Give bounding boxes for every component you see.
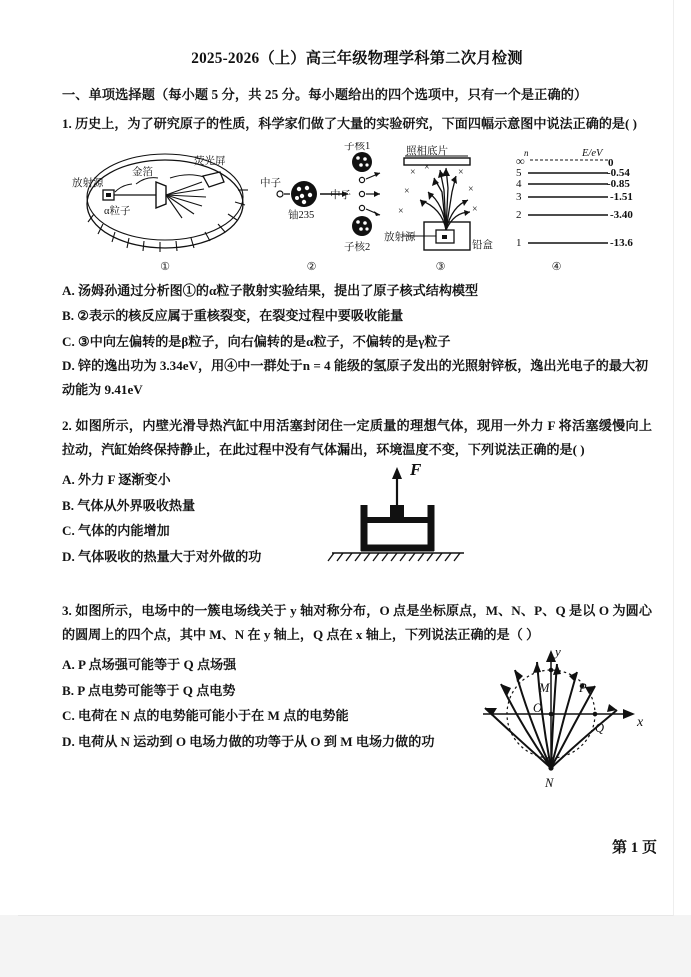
point-label-p: P [579,681,587,695]
point-label-m: M [539,681,550,695]
question-2-option-a: A. 外力 F 逐渐变小 [62,472,171,487]
question-1-option-a: A. 汤姆孙通过分析图①的α粒子散射实验结果，提出了原子核式结构模型 [62,282,479,298]
question-3-stem: 3. 如图所示，电场中的一簇电场线关于 y 轴对称分布，O 点是坐标原点，M、N、P、Q 是以 O 为圆心的圆周上的四个点，其中 M、N 在 y 轴上，Q 点在 x 轴上，下列说法正确的是（ ） [62,603,652,642]
energy-axis-label: E/eV [582,147,603,159]
svg-text:×: × [410,166,416,178]
section-heading: 一、单项选择题（每小题 5 分，共 25 分。每小题给出的四个选项中，只有一个是正确的） [62,87,588,102]
point-label-o: O [533,701,543,715]
figure-3-radiation [384,142,509,273]
figure-2-label-uranium: 铀235 [288,209,315,221]
question-2-option-d: D. 气体吸收的热量大于对外做的功 [62,548,262,564]
svg-text:×: × [458,166,464,178]
figure-4-energy-levels [508,142,643,273]
energy-level-n-1: 1 [516,236,522,249]
axis-label-x: x [637,715,644,730]
figure-3-label-leadbox: 铅盒 [472,239,493,251]
figure-cylinder-piston [314,449,479,574]
question-2-stem: 2. 如图所示，内壁光滑导热汽缸中用活塞封闭住一定质量的理想气体，现用一外力 F 将活塞缓慢向上拉动，汽缸始终保持静止，在此过程中没有气体漏出，环境温度不变，下列说法正确的是( ) [62,418,652,457]
question-1-option-c: C. ③中向左偏转的是β粒子，向右偏转的是α粒子，不偏转的是γ粒子 [62,333,451,349]
figure-force-label: F [410,460,422,479]
figure-2-label-daughter1: 子核1 [344,141,371,152]
page-title: 2025-2026（上）高三年级物理学科第二次月检测 [191,50,523,67]
figure-1-label-particle: α粒子 [104,205,131,217]
question-3-option-a: A. P 点场强可能等于 Q 点场强 [62,657,237,672]
figure-1-rutherford [70,142,260,273]
figure-3-label-plate: 照相底片 [406,145,448,157]
figure-1-label-source: 放射源 [72,177,104,189]
figure-3-caption: ③ [435,260,446,273]
point-label-q: Q [595,721,605,735]
axis-label-y: y [555,644,561,659]
figure-4-caption: ④ [551,260,562,273]
energy-level-n-4: 4 [516,177,522,190]
energy-value-4: -0.85 [607,177,630,190]
svg-text:×: × [424,161,430,173]
figure-3-field-markers [398,162,478,217]
energy-level-n-3: 3 [516,190,522,203]
figure-2-caption: ② [306,260,317,273]
energy-level-n-2: 2 [516,208,522,221]
energy-value-5: -0.54 [607,166,630,179]
figure-1-caption: ① [160,260,170,273]
question-2-body [62,460,652,569]
svg-text:×: × [472,203,478,215]
figure-2-label-neutron-in: 中子 [260,177,281,189]
question-1-option-d: D. 锌的逸出功为 3.34eV，用④中一群处于n = 4 能级的氢原子发出的光照射锌板，逸出光电子的最大初动能为 9.41eV [62,358,649,397]
figure-2-fission [258,142,393,273]
energy-value-infinity: 0 [608,156,614,169]
question-3-option-c: C. 电荷在 N 点的电势能可能小于在 M 点的电势能 [62,708,349,723]
question-1-figures [62,141,652,273]
question-3-body [62,644,652,790]
question-1-option-b: B. ②表示的核反应属于重核裂变，在裂变过程中要吸收能量 [62,308,404,323]
question-3-option-b: B. P 点电势可能等于 Q 点电势 [62,682,236,698]
energy-value-1: -13.6 [610,236,633,249]
figure-3-label-source: 放射源 [384,231,416,243]
figure-1-label-foil: 金箔 [132,166,153,178]
svg-text:×: × [468,183,474,195]
energy-axis-n-label: n [524,147,529,158]
energy-level-n-infinity: ∞ [516,153,525,168]
question-3-option-d: D. 电荷从 N 运动到 O 电场力做的功等于从 O 到 M 电场力做的功 [62,733,435,749]
page-content [62,0,652,790]
figure-electric-field-lines [477,642,657,802]
figure-2-label-neutron-out: 中子 [330,189,351,201]
energy-value-2: -3.40 [610,208,633,221]
figure-1-label-screen: 荧光屏 [194,155,226,167]
energy-value-3: -1.51 [610,190,633,203]
svg-text:×: × [398,205,404,217]
point-label-n: N [545,776,554,790]
figure-2-label-daughter2: 子核2 [344,241,371,253]
question-2-option-b: B. 气体从外界吸收热量 [62,497,196,513]
svg-text:×: × [404,185,410,197]
question-2-option-c: C. 气体的内能增加 [62,523,170,538]
energy-level-n-5: 5 [516,166,522,179]
page-number: 第 1 页 [612,840,658,856]
question-1-stem: 1. 历史上，为了研究原子的性质，科学家们做了大量的实验研究，下面四幅示意图中说法正确的是( ) [62,116,638,131]
